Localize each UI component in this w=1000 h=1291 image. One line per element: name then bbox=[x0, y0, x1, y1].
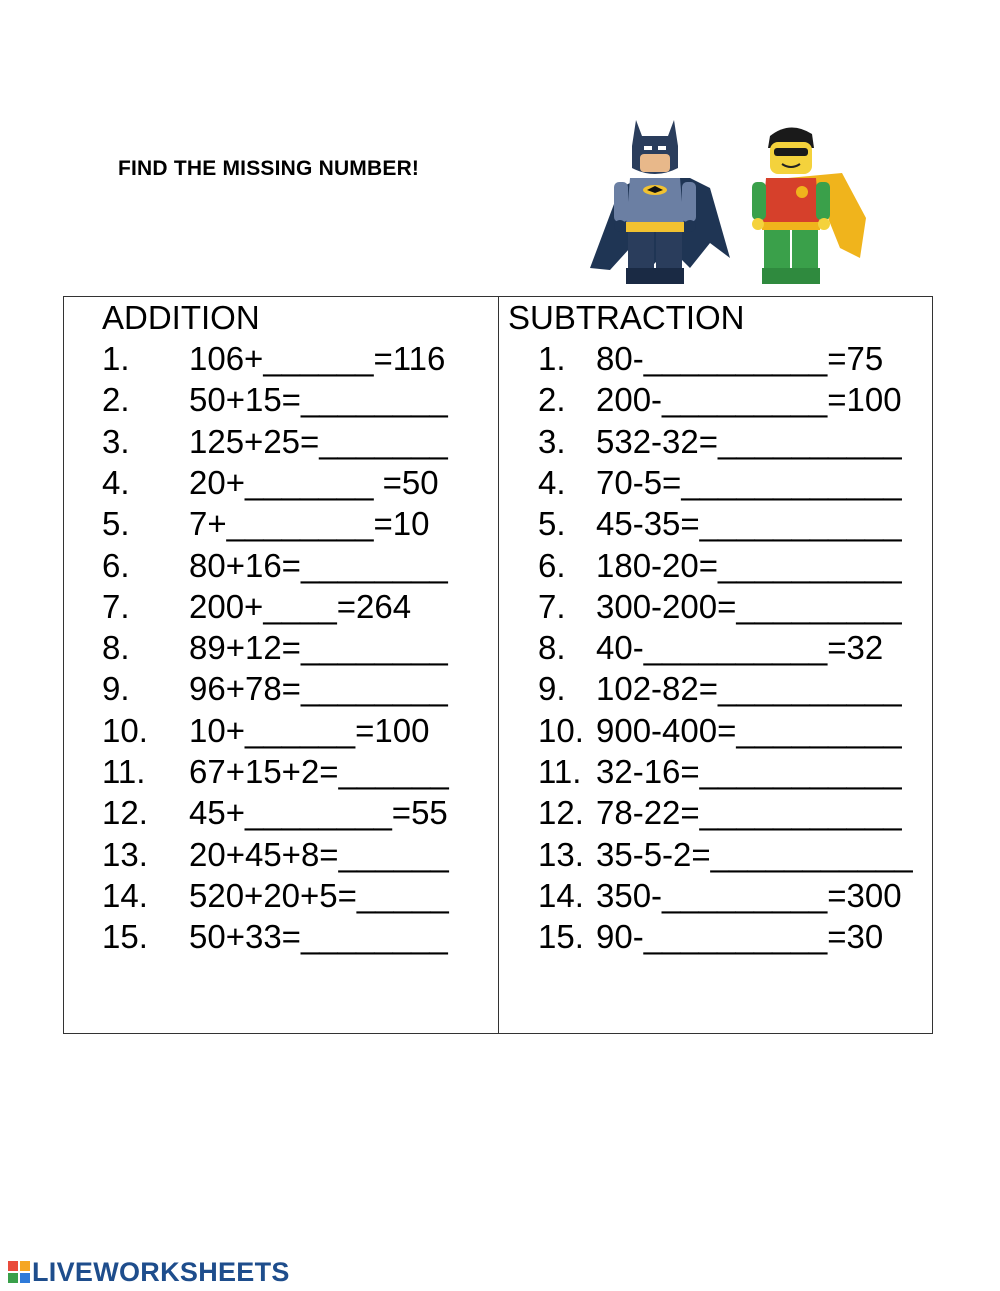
subtraction-item-expression: 180-20=__________ bbox=[596, 546, 902, 584]
subtraction-item-number: 11. bbox=[538, 753, 582, 790]
subtraction-item-number: 13. bbox=[538, 835, 584, 873]
subtraction-item-expression: 350-_________=300 bbox=[596, 876, 902, 914]
addition-item-number: 7. bbox=[102, 587, 130, 625]
subtraction-item-expression: 532-32=__________ bbox=[596, 422, 902, 460]
liveworksheets-logo-icon bbox=[8, 1261, 30, 1283]
addition-item-number: 12. bbox=[102, 794, 148, 832]
addition-item-number: 15. bbox=[102, 918, 148, 956]
subtraction-item-number: 15. bbox=[538, 918, 584, 956]
subtraction-item-expression: 200-_________=100 bbox=[596, 381, 902, 419]
addition-item-expression: 520+20+5=_____ bbox=[189, 876, 449, 914]
addition-item-number: 9. bbox=[102, 670, 130, 708]
subtraction-item-number: 1. bbox=[538, 340, 566, 377]
column-divider bbox=[498, 296, 499, 1034]
subtraction-item-expression: 45-35=___________ bbox=[596, 505, 902, 543]
addition-item-expression: 20+45+8=______ bbox=[189, 835, 449, 873]
addition-item-expression: 96+78=________ bbox=[189, 670, 448, 708]
addition-item-number: 1. bbox=[102, 340, 130, 377]
subtraction-item-expression: 78-22=___________ bbox=[596, 794, 902, 832]
subtraction-item-number: 10. bbox=[538, 711, 584, 749]
page-title: FIND THE MISSING NUMBER! bbox=[118, 157, 420, 180]
subtraction-item-number: 7. bbox=[538, 587, 566, 625]
addition-item-number: 10. bbox=[102, 711, 148, 749]
addition-item-expression: 20+_______ =50 bbox=[189, 463, 439, 501]
addition-heading: ADDITION bbox=[102, 299, 260, 336]
addition-item-number: 13. bbox=[102, 835, 148, 873]
addition-item-expression: 7+________=10 bbox=[189, 505, 430, 543]
addition-item-number: 6. bbox=[102, 546, 130, 584]
subtraction-item-expression: 102-82=__________ bbox=[596, 670, 902, 708]
subtraction-item-number: 3. bbox=[538, 422, 566, 460]
subtraction-item-expression: 900-400=_________ bbox=[596, 711, 902, 749]
addition-item-expression: 10+______=100 bbox=[189, 711, 430, 749]
subtraction-item-number: 12. bbox=[538, 794, 584, 832]
subtraction-item-number: 9. bbox=[538, 670, 566, 708]
addition-item-expression: 125+25=_______ bbox=[189, 422, 448, 460]
addition-item-number: 11. bbox=[102, 753, 146, 790]
subtraction-item-expression: 35-5-2=___________ bbox=[596, 835, 913, 873]
subtraction-item-number: 6. bbox=[538, 546, 566, 584]
addition-item-expression: 80+16=________ bbox=[189, 546, 448, 584]
subtraction-item-expression: 90-__________=30 bbox=[596, 918, 884, 956]
addition-item-expression: 89+12=________ bbox=[189, 629, 448, 667]
subtraction-heading: SUBTRACTION bbox=[508, 299, 745, 336]
addition-item-expression: 50+15=________ bbox=[189, 381, 448, 419]
subtraction-item-expression: 32-16=___________ bbox=[596, 753, 902, 790]
addition-item-expression: 45+________=55 bbox=[189, 794, 448, 832]
subtraction-item-expression: 300-200=_________ bbox=[596, 587, 902, 625]
brand-name: LIVEWORKSHEETS bbox=[32, 1256, 290, 1287]
addition-item-expression: 106+______=116 bbox=[189, 340, 446, 377]
subtraction-item-expression: 80-__________=75 bbox=[596, 340, 884, 377]
footer-brand bbox=[8, 1256, 290, 1288]
addition-item-number: 14. bbox=[102, 876, 148, 914]
subtraction-item-number: 14. bbox=[538, 876, 584, 914]
subtraction-item-expression: 40-__________=32 bbox=[596, 629, 884, 667]
addition-item-number: 5. bbox=[102, 505, 130, 543]
addition-item-number: 8. bbox=[102, 629, 130, 667]
subtraction-item-number: 8. bbox=[538, 629, 566, 667]
subtraction-item-number: 4. bbox=[538, 463, 566, 501]
subtraction-item-number: 2. bbox=[538, 381, 566, 419]
addition-item-number: 4. bbox=[102, 463, 130, 501]
addition-item-expression: 200+____=264 bbox=[189, 587, 412, 625]
subtraction-item-number: 5. bbox=[538, 505, 566, 543]
addition-item-number: 3. bbox=[102, 422, 130, 460]
addition-item-number: 2. bbox=[102, 381, 130, 419]
addition-item-expression: 50+33=________ bbox=[189, 918, 448, 956]
addition-item-expression: 67+15+2=______ bbox=[189, 753, 449, 790]
subtraction-item-expression: 70-5=____________ bbox=[596, 463, 902, 501]
batman-robin-illustration bbox=[580, 118, 870, 298]
